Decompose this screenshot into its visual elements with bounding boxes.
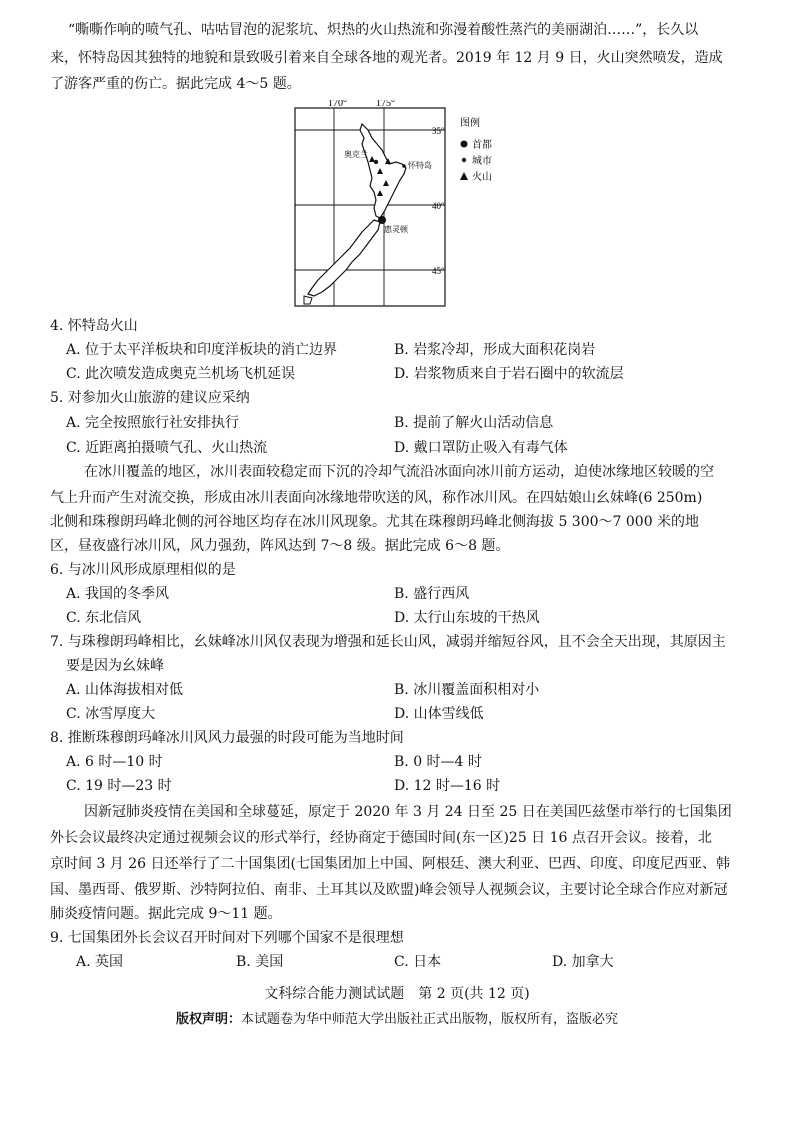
q8-option-c: C. 19 时—23 时 (66, 778, 172, 794)
passage3-line4: 国、墨西哥、俄罗斯、沙特阿拉伯、南非、土耳其以及欧盟)峰会领导人视频会议，主要讨论全球合作应对新冠 (50, 882, 728, 898)
q8-option-d: D. 12 时—16 时 (394, 778, 501, 794)
legend-title: 图例 (460, 118, 480, 129)
copyright-text: 本试题卷为华中师范大学出版社正式出版物，版权所有，盗版必究 (241, 1012, 619, 1027)
stewart-island (304, 296, 312, 304)
legend-volcano-label: 火山 (472, 172, 492, 183)
q9-stem: 9. 七国集团外长会议召开时间对下列哪个国家不是很理想 (50, 930, 404, 946)
q6-option-a: A. 我国的冬季风 (66, 586, 170, 602)
q7-stem-line2: 要是因为幺妹峰 (66, 658, 164, 674)
lat-label-35: 35° (432, 126, 445, 136)
q4-option-a: A. 位于太平洋板块和印度洋板块的消亡边界 (66, 342, 338, 358)
q8-option-b: B. 0 时—4 时 (394, 754, 482, 770)
q9-option-a: A. 英国 (76, 954, 124, 970)
city-auckland-dot (374, 160, 378, 164)
passage2-line1: 在冰川覆盖的地区，冰川表面较稳定而下沉的冷却气流沿冰面向冰川前方运动，迫使冰缘地区较暖的空 (84, 464, 714, 480)
copyright-notice (0, 1010, 794, 1030)
passage1-line3: 了游客严重的伤亡。据此完成 4～5 题。 (50, 76, 301, 92)
passage2-line4: 区，昼夜盛行冰川风，风力强劲，阵风达到 7～8 级。据此完成 6～8 题。 (50, 538, 510, 554)
q9-option-c: C. 日本 (394, 954, 442, 970)
passage2-line2: 气上升而产生对流交换，形成由冰川表面向冰缘地带吹送的风，称作冰川风。在四姑娘山幺妹峰(6 250m) (50, 490, 703, 506)
q6-option-d: D. 太行山东坡的干热风 (394, 610, 540, 626)
passage3-line1: 因新冠肺炎疫情在美国和全球蔓延，原定于 2020 年 3 月 24 日至 25 日在美国匹兹堡市举行的七国集团 (84, 804, 732, 820)
q5-option-c: C. 近距离拍摄喷气孔、火山热流 (66, 440, 268, 456)
q5-option-a: A. 完全按照旅行社安排执行 (66, 415, 240, 431)
q7-option-d: D. 山体雪线低 (394, 706, 484, 722)
city-white-island-dot (402, 164, 406, 168)
passage2-line3: 北侧和珠穆朗玛峰北侧的河谷地区均存在冰川风现象。尤其在珠穆朗玛峰北侧海拔 5 300～7 000 米的地 (50, 514, 700, 530)
south-island (308, 220, 380, 296)
q6-stem: 6. 与冰川风形成原理相似的是 (50, 562, 236, 578)
city-label-white-island: 怀特岛 (408, 161, 432, 170)
passage3-line3: 京时间 3 月 26 日还举行了二十国集团(七国集团加上中国、阿根廷、澳大利亚、巴西、印度、印度尼西亚、韩 (50, 856, 730, 872)
q5-stem: 5. 对参加火山旅游的建议应采纳 (50, 390, 250, 406)
legend-city-label: 城市 (472, 156, 492, 167)
q8-stem: 8. 推断珠穆朗玛峰冰川风风力最强的时段可能为当地时间 (50, 730, 404, 746)
q4-option-d: D. 岩浆物质来自于岩石圈中的软流层 (394, 366, 624, 382)
legend-city-icon (462, 158, 466, 162)
q8-option-a: A. 6 时—10 时 (66, 754, 163, 770)
capital-wellington-dot (378, 216, 386, 224)
new-zealand-map (292, 100, 662, 310)
passage1-line1: “嘶嘶作响的喷气孔、咕咕冒泡的泥浆坑、炽热的火山热流和弥漫着酸性蒸汽的美丽湖泊……”，长久以 (68, 22, 699, 38)
q4-stem: 4. 怀特岛火山 (50, 318, 138, 334)
q5-option-d: D. 戴口罩防止吸入有毒气体 (394, 440, 568, 456)
lon-label-170: 170° (328, 100, 347, 109)
q6-option-c: C. 东北信风 (66, 610, 142, 626)
q4-option-b: B. 岩浆冷却，形成大面积花岗岩 (394, 342, 596, 358)
passage1-line2: 来，怀特岛因其独特的地貌和景致吸引着来自全球各地的观光者。2019 年 12 月 9 日，火山突然喷发，造成 (50, 50, 723, 66)
city-label-auckland: 奥克兰 (344, 150, 368, 159)
legend-volcano-icon (460, 172, 468, 180)
lat-label-40: 40° (432, 201, 445, 211)
page-footer: 文科综合能力测试试题 第 2 页(共 12 页) (264, 986, 530, 1002)
copyright-label: 版权声明： (175, 1012, 241, 1027)
lat-label-45: 45° (432, 266, 445, 276)
q7-option-b: B. 冰川覆盖面积相对小 (394, 682, 540, 698)
q9-option-b: B. 美国 (236, 954, 284, 970)
q5-option-b: B. 提前了解火山活动信息 (394, 415, 554, 431)
legend-capital-label: 首都 (472, 140, 492, 151)
q9-option-d: D. 加拿大 (552, 954, 614, 970)
passage3-line2: 外长会议最终决定通过视频会议的形式举行，经协商定于德国时间(东一区)25 日 16 点召开会议。接着，北 (50, 830, 712, 846)
q7-stem-line1: 7. 与珠穆朗玛峰相比，幺妹峰冰川风仅表现为增强和延长山风，减弱并缩短谷风，且不会全天出现，其原因主 (50, 634, 726, 650)
legend-capital-icon (461, 141, 468, 148)
q6-option-b: B. 盛行西风 (394, 586, 470, 602)
passage3-line5: 肺炎疫情问题。据此完成 9～11 题。 (50, 906, 282, 922)
q4-option-c: C. 此次喷发造成奥克兰机场飞机延误 (66, 366, 296, 382)
lon-label-175: 175° (376, 100, 395, 109)
north-island (360, 124, 406, 218)
q7-option-c: C. 冰雪厚度大 (66, 706, 156, 722)
q7-option-a: A. 山体海拔相对低 (66, 682, 184, 698)
city-label-wellington: 惠灵顿 (384, 225, 408, 234)
